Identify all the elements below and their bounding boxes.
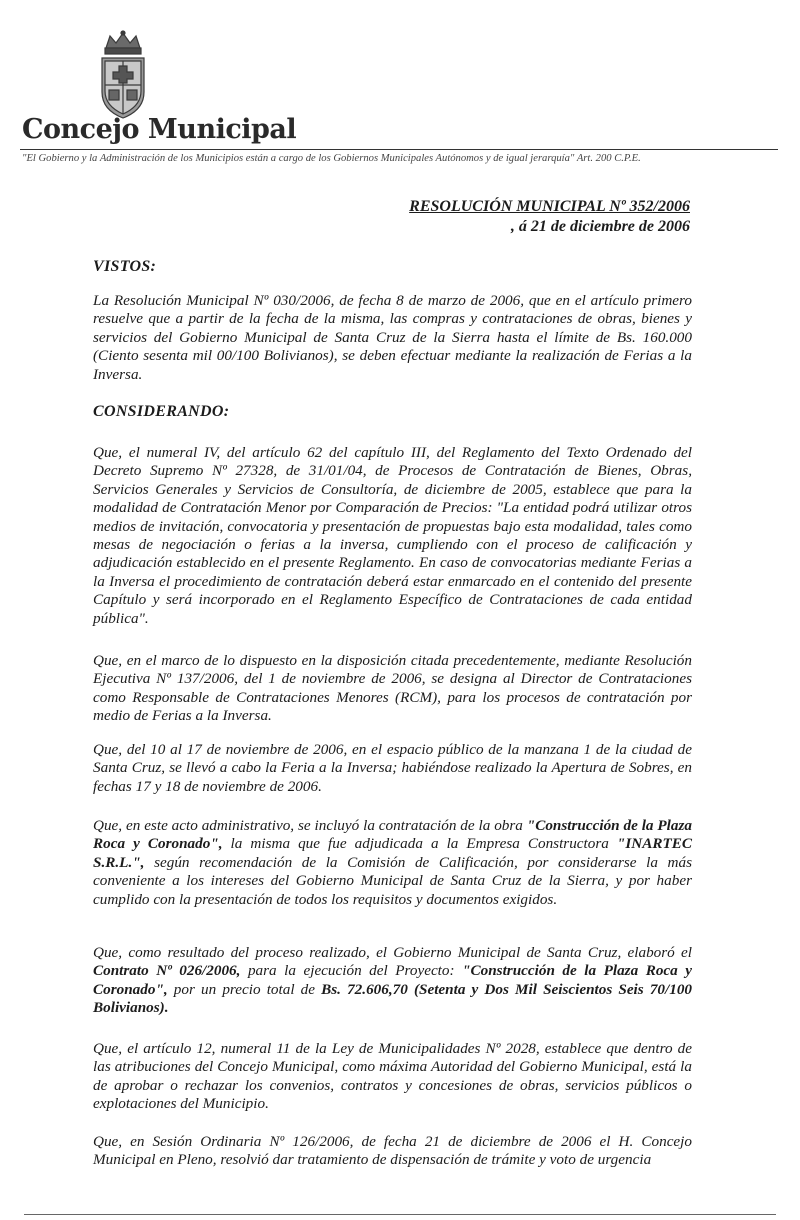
p5-text-2: para la ejecución del Proyecto:	[240, 962, 463, 980]
p4-text-2: la misma que fue adjudicada a la Empresa Constructora	[222, 835, 617, 853]
considerando-paragraph-1: Que, el numeral IV, del artículo 62 del capítulo III, del Reglamento del Texto Ordenado del Decreto Supremo Nº 27328, de 31/01/04, de Procesos de Contratación de Bienes, Obras, Servicios Generales y Servicios de Consultoría, de diciembre de 2005, establece que para la modalidad de Contratación Menor por Comparación de Precios: "La entidad podrá utilizar otros medios de invitación, convocatoria y presentación de propuestas bajo esta modalidad, tales como mesas de negociación o ferias a la inversa, cumpliendo con el proceso de calificación y adjudicación establecido en el presente Reglamento. En caso de convocatorias mediante Ferias a la Inversa el procedimiento de contratación deberá estar enmarcado en el contenido del presente Capítulo y será incorporado en el Reglamento Específico de Contrataciones de cada entidad pública".	[93, 444, 692, 627]
p4-text-3: según recomendación de la Comisión de Calificación, por considerarse la más conveniente a los intereses del Gobierno Municipal de Santa Cruz de la Sierra, y por haber cumplido con la presentación de todos los requisitos y documentos exigidos.	[93, 853, 692, 908]
org-name: Concejo Municipal	[22, 114, 297, 145]
p5-contract-number: Contrato Nº 026/2006,	[93, 962, 241, 980]
header-divider	[20, 149, 778, 150]
p5-text-3: por un precio total de	[167, 980, 322, 998]
considerando-paragraph-3: Que, del 10 al 17 de noviembre de 2006, en el espacio público de la manzana 1 de la ciudad de Santa Cruz, se llevó a cabo la Feria a la Inversa; habiéndose realizado la Apertura de Sobres, en fechas 17 y 18 de noviembre de 2006.	[93, 741, 692, 795]
considerando-paragraph-2: Que, en el marco de lo dispuesto en la disposición citada precedentemente, mediante Resolución Ejecutiva Nº 137/2006, del 1 de noviembre de 2006, se designa al Director de Contrataciones como Responsable de Contrataciones Menores (RCM), para los procesos de contratación por medio de Ferias a la Inversa.	[93, 652, 692, 725]
resolution-title: RESOLUCIÓN MUNICIPAL Nº 352/2006	[409, 198, 690, 215]
considerando-paragraph-4	[93, 817, 692, 909]
p4-project-name: "Construcción de la Plaza Roca y Coronado",	[93, 817, 692, 853]
p4-text-1: Que, en este acto administrativo, se incluyó la contratación de la obra	[93, 817, 527, 834]
p5-text-1: Que, como resultado del proceso realizado, el Gobierno Municipal de Santa Cruz, elaboró el	[93, 944, 692, 961]
page-bottom-rule	[24, 1214, 776, 1215]
p5-total-price: Bs. 72.606,70 (Setenta y Dos Mil Seiscientos Seis 70/100 Bolivianos).	[93, 980, 693, 1017]
p5-project-name: "Construcción de la Plaza Roca y Coronado",	[93, 962, 693, 998]
considerando-heading: CONSIDERANDO:	[93, 403, 230, 420]
coat-of-arms-icon	[92, 30, 154, 122]
header-motto: "El Gobierno y la Administración de los Municipios están a cargo de los Gobiernos Municipales Autónomos y de igual jerarquía" Art. 200 C.P.E.	[22, 153, 641, 164]
vistos-heading: VISTOS:	[93, 258, 157, 275]
considerando-paragraph-6: Que, el artículo 12, numeral 11 de la Ley de Municipalidades Nº 2028, establece que dentro de las atribuciones del Concejo Municipal, como máxima Autoridad del Gobierno Municipal, está la de aprobar o rechazar los convenios, contratos y concesiones de obras, servicios públicos o explotaciones del Municipio.	[93, 1040, 692, 1113]
considerando-paragraph-7: Que, en Sesión Ordinaria Nº 126/2006, de fecha 21 de diciembre de 2006 el H. Concejo Municipal en Pleno, resolvió dar tratamiento de dispensación de trámite y voto de urgencia	[93, 1133, 692, 1169]
resolution-date: , á 21 de diciembre de 2006	[510, 218, 690, 235]
vistos-paragraph: La Resolución Municipal Nº 030/2006, de fecha 8 de marzo de 2006, que en el artículo primero resuelve que a partir de la fecha de la misma, las compras y contrataciones de obras, bienes y servicios del Gobierno Municipal de Santa Cruz de la Sierra hasta el límite de Bs. 160.000 (Ciento sesenta mil 00/100 Bolivianos), se deben efectuar mediante la realización de Ferias a la Inversa.	[93, 292, 692, 383]
considerando-paragraph-5	[93, 944, 692, 1018]
p4-company-name: "INARTEC S.R.L.",	[93, 835, 693, 871]
